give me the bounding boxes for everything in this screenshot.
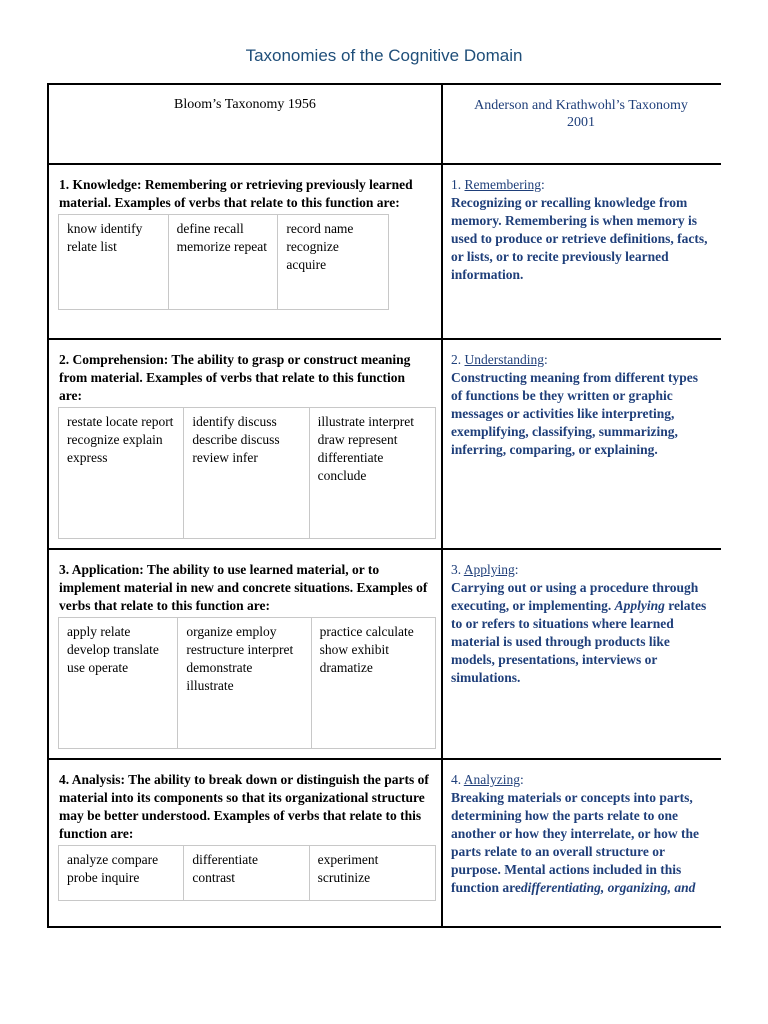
page-title: Taxonomies of the Cognitive Domain <box>245 46 523 65</box>
verb-table <box>58 214 389 310</box>
verb-table <box>58 845 436 901</box>
bloom-description: 4. Analysis: The ability to break down or distinguish the parts of material into its components so that its organizational structure may be better understood. Examples of verbs that relate to this function are: <box>59 772 429 841</box>
bloom-cell <box>47 760 443 926</box>
verb-cell: know identify relate list <box>59 215 169 309</box>
header-right-cell <box>443 85 719 163</box>
verb-cell: restate locate report recognize explain express <box>59 408 184 538</box>
level-heading: Analyzing <box>463 772 521 787</box>
table-row <box>47 338 721 548</box>
bloom-description: 3. Application: The ability to use learned material, or to implement material in new and concrete situations. Examples of verbs that relate to this function are: <box>59 562 428 613</box>
anderson-cell <box>443 760 719 926</box>
level-heading: Understanding <box>464 352 544 367</box>
table-row <box>47 163 721 338</box>
bloom-cell <box>47 165 443 338</box>
verb-table <box>58 407 436 539</box>
verb-table <box>58 617 436 749</box>
level-heading: Applying <box>463 562 515 577</box>
anderson-cell <box>443 165 719 338</box>
verb-cell: organize employ restructure interpret demonstrate illustrate <box>178 618 311 748</box>
bloom-description: 2. Comprehension: The ability to grasp or construct meaning from material. Examples of verbs that relate to this function are: <box>59 352 411 403</box>
bloom-cell <box>47 550 443 758</box>
anderson-description: 3. Applying: Carrying out or using a procedure through executing, or implementing. Applying relates to or refers to situations where learned material is used through products like models, presentations, interviews or simulations. <box>451 562 707 685</box>
anderson-description: 2. Understanding: Constructing meaning from different types of functions be they written or graphic messages or activities like interpreting, exemplifying, classifying, summarizing, inferring, comparing, or explaining. <box>451 352 698 457</box>
bloom-cell <box>47 340 443 548</box>
table-header-row <box>47 83 721 163</box>
header-left-cell <box>47 85 443 163</box>
level-heading: Remembering <box>464 177 541 192</box>
verb-cell: analyze compare probe inquire <box>59 846 184 900</box>
verb-cell: record name recognize acquire <box>286 221 354 272</box>
table-row <box>47 548 721 758</box>
verb-cell: define recall memorize repeat <box>169 215 279 309</box>
anderson-header-line2: 2001 <box>567 115 595 130</box>
anderson-description: 1. Remembering: Recognizing or recalling knowledge from memory. Remembering is when memory is used to produce or retrieve definitions, facts, or lists, or to recite previously learned information. <box>451 177 708 282</box>
verb-cell: practice calculate show exhibit dramatize <box>319 624 414 675</box>
verb-cell: differentiate contrast <box>184 846 309 900</box>
verb-cell: experiment scrutinize <box>317 852 379 885</box>
verb-cell: illustrate interpret draw represent differentiate conclude <box>317 414 414 483</box>
anderson-cell <box>443 550 719 758</box>
anderson-cell <box>443 340 719 548</box>
anderson-description: 4. Analyzing: Breaking materials or concepts into parts, determining how the parts relate to one another or how they interrelate, or how the parts relate to an overall structure or purpose. Mental actions included in this function aredifferentiating, organizing, and <box>451 772 699 895</box>
table-row <box>47 758 721 928</box>
blooms-header: Bloom’s Taxonomy 1956 <box>174 97 316 112</box>
verb-cell: identify discuss describe discuss review infer <box>184 408 309 538</box>
verb-cell: apply relate develop translate use operate <box>59 618 178 748</box>
taxonomy-table <box>47 83 721 928</box>
bloom-description: 1. Knowledge: Remembering or retrieving previously learned material. Examples of verbs that relate to this function are: <box>59 177 413 210</box>
anderson-header-line1: Anderson and Krathwohl’s Taxonomy <box>474 98 688 113</box>
